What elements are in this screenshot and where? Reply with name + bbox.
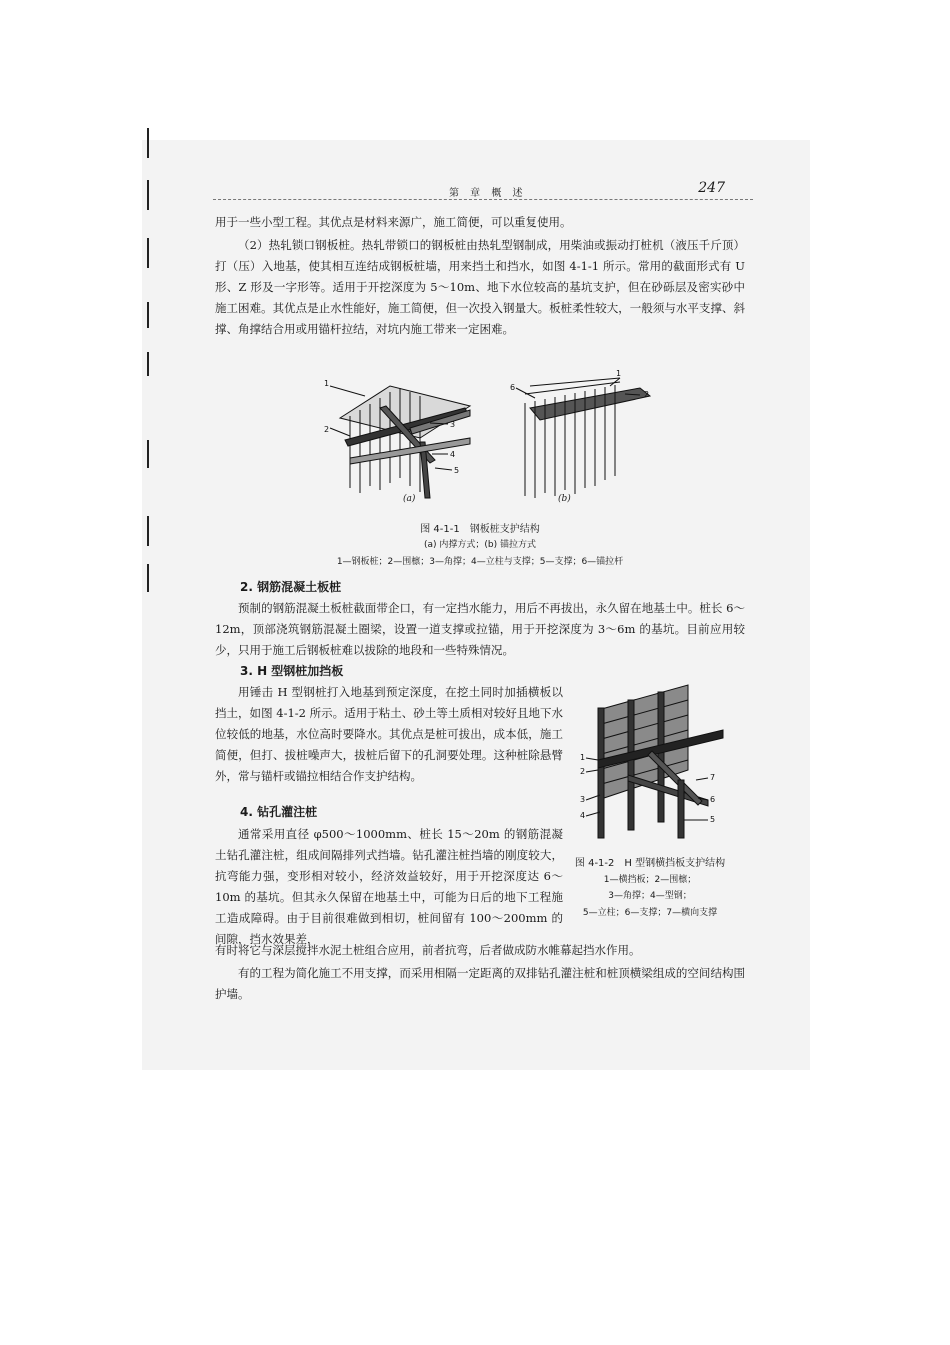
figure2-legend-line2: 3—角撑；4—型钢； [608,891,692,901]
margin-mark [147,516,149,546]
section-heading: 4. 钻孔灌注桩 [240,805,318,819]
figure2-legend-line1: 1—横挡板；2—围檩； [603,875,697,885]
paragraph: 用锤击 H 型钢桩打入地基到预定深度，在挖土同时加插横板以挡土，如图 4-1-2 所示。适用于粘土、砂土等土质相对较好且地下水位较低的地基，水位高时要降水。其优点是桩可拔出，成本低，施工简便，但打、拔桩噪声大，拔桩后留下的孔洞要处理。这种桩除悬臂外，常与锚杆或锚拉相结合作支护结构。 [215,685,563,783]
margin-mark [147,564,149,592]
label-b-2: 2 [644,390,650,399]
margin-mark [147,352,149,376]
figure2-caption-title: 图 4-1-2 H 型钢横挡板支护结构 [574,858,726,869]
label-3: 3 [580,795,586,804]
margin-mark [147,302,149,328]
margin-mark [147,440,149,468]
subfigure-label-b: (b) [558,494,571,504]
label-6: 6 [710,795,716,804]
label-5: 5 [710,815,716,824]
paragraph: 预制的钢筋混凝土板桩截面带企口，有一定挡水能力，用后不再拔出，永久留在地基土中。桩长 6～12m，顶部浇筑钢筋混凝土圈梁，设置一道支撑或拉锚，用于开挖深度为 3～6m 的基坑。目前应用较少，只用于施工后钢板桩难以拔除的地段和一些特殊情况。 [215,601,745,657]
paragraph: 通常采用直径 φ500～1000mm、桩长 15～20m 的钢筋混凝土钻孔灌注桩，组成间隔排列式挡墙。钻孔灌注桩挡墙的刚度较大，抗弯能力强，变形相对较小，经济效益较好，用于开挖深度达 6～10m 的基坑。但其永久保留在地基土中，可能为日后的地下工程施工造成障碍。由于目前很难做到相切，桩间留有 100～200mm 的间隙，挡水效果差， [215,827,563,946]
label-a-1: 1 [324,379,330,388]
page-header [213,180,753,206]
sheet-pile-diagram [320,368,660,508]
label-a-2: 2 [324,425,330,434]
label-1: 1 [580,753,586,762]
figure2-legend-line3: 5—立柱；6—支撑；7—横向支撑 [582,908,718,918]
label-2: 2 [580,767,586,776]
label-b-1: 1 [616,369,622,378]
paragraph: 用于一些小型工程。其优点是材料来源广，施工简便，可以重复使用。 [215,215,572,229]
paragraph: 有的工程为简化施工不用支撑，而采用相隔一定距离的双排钻孔灌注桩和桩顶横梁组成的空间结构围护墙。 [215,966,745,1001]
label-4: 4 [580,811,586,820]
label-7: 7 [710,773,716,782]
figure-4-1-2 [578,680,738,840]
figure-caption-title: 图 4-1-1 钢板桩支护结构 [420,524,540,535]
figure-caption-subtitle: (a) 内撑方式；(b) 锚拉方式 [424,540,536,550]
margin-mark [147,180,149,210]
chapter-title: 第 章 概 述 [443,184,533,199]
section-heading: 3. H 型钢桩加挡板 [240,664,344,678]
paragraph: 有时将它与深层搅拌水泥土桩组合应用，前者抗弯，后者做成防水帷幕起挡水作用。 [215,943,641,957]
figure-4-1-1 [320,368,660,508]
section-heading: 2. 钢筋混凝土板桩 [240,580,342,594]
label-a-4: 4 [450,450,456,459]
paragraph: （2）热轧锁口钢板桩。热轧带锁口的钢板桩由热轧型钢制成，用柴油或振动打桩机（液压千斤顶）打（压）入地基，使其相互连结成钢板桩墙，用来挡土和挡水，如图 4-1-1 所示。常用的截面形式有 U 形、Z 形及一字形等。适用于开挖深度为 5～10m、地下水位较高的基坑支护，但在砂砾层及密实砂中施工困难。其优点是止水性能好，施工简便，但一次投入钢量大。板桩柔性较大，一般须与水平支撑、斜撑、角撑结合用或用锚杆拉结，对坑内施工带来一定困难。 [215,238,745,336]
label-b-6: 6 [510,383,516,392]
label-a-5: 5 [454,466,460,475]
label-a-3: 3 [450,420,456,429]
margin-mark [147,128,149,158]
margin-mark [147,238,149,268]
page-number: 247 [694,180,729,196]
figure-caption-legend: 1—钢板桩；2—围檩；3—角撑；4—立柱与支撑；5—支撑；6—锚拉杆 [336,557,624,567]
header-rule [213,199,753,200]
h-steel-diagram [578,680,738,840]
subfigure-label-a: (a) [403,494,416,504]
